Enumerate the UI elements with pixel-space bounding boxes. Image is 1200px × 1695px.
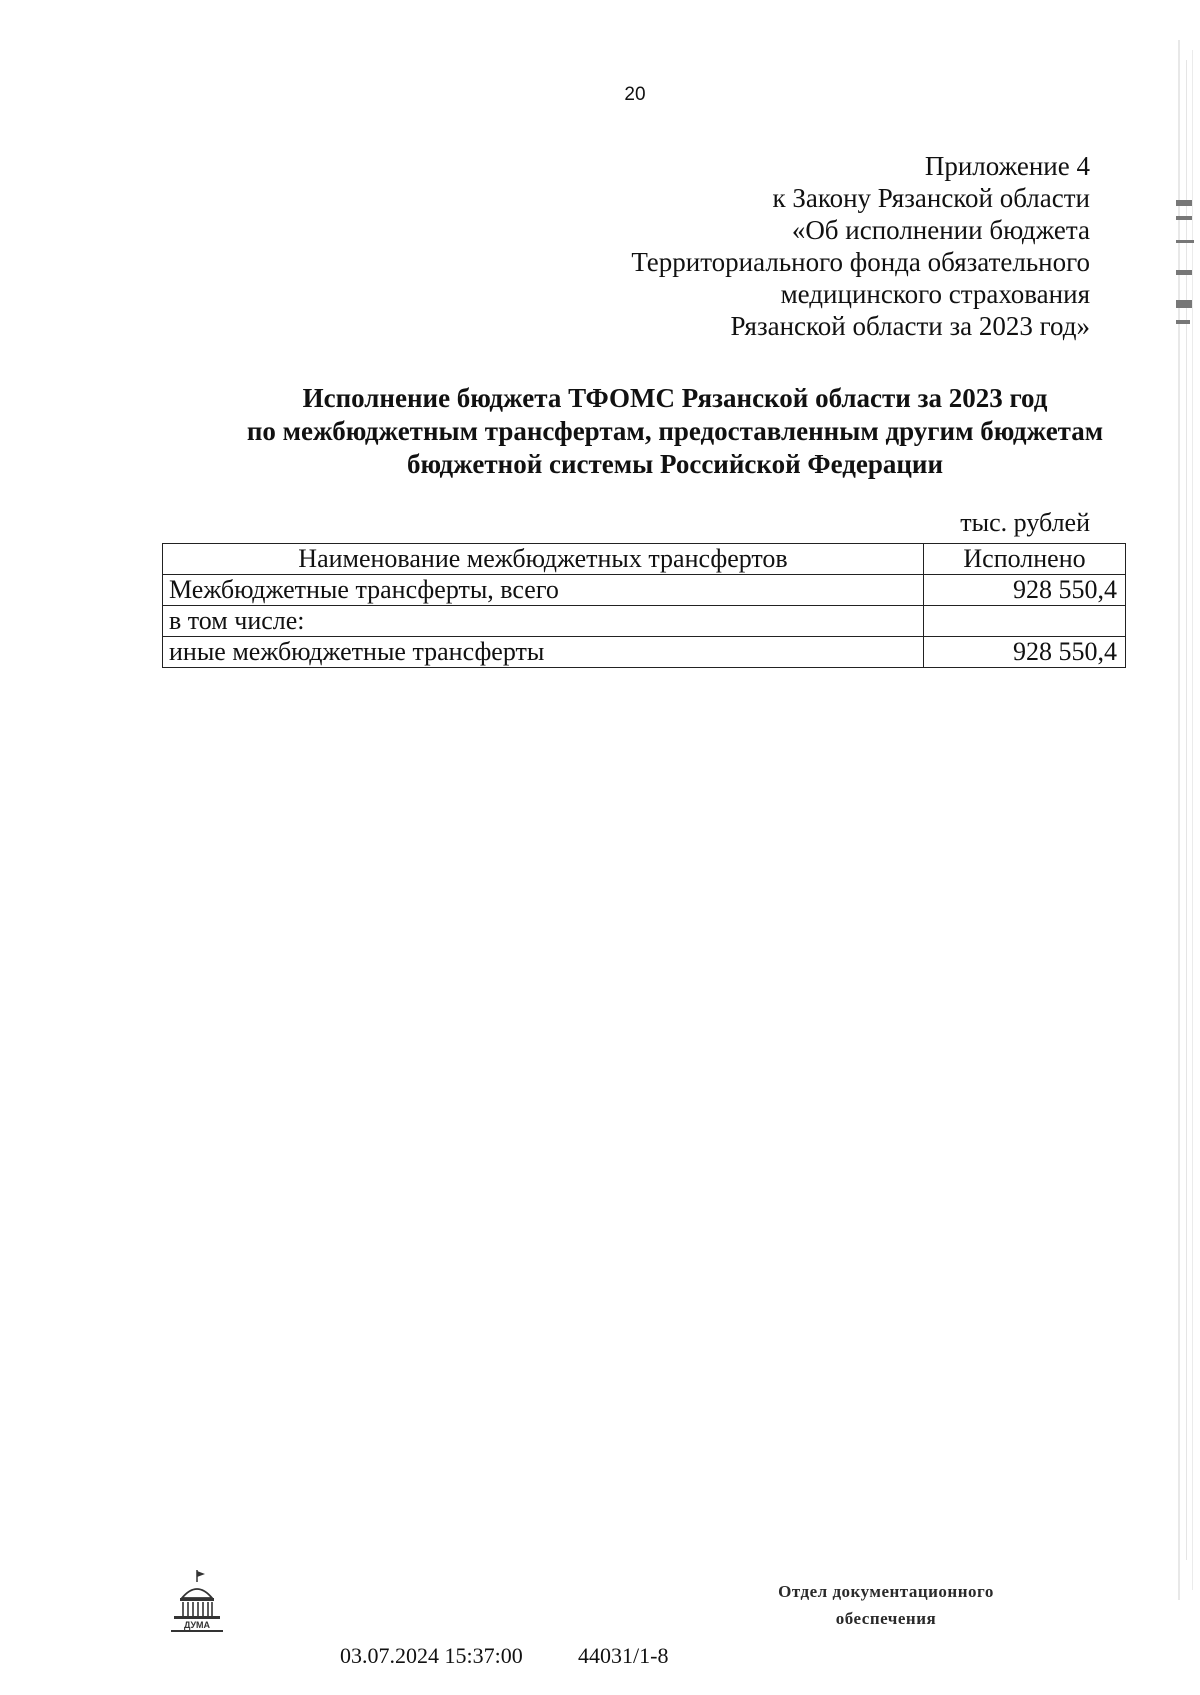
column-header-executed: Исполнено	[924, 544, 1126, 575]
duma-building-emblem-icon	[168, 1568, 226, 1634]
row-value: 928 550,4	[924, 575, 1126, 606]
table-header-row	[163, 544, 1126, 575]
appendix-line: к Закону Рязанской области	[772, 183, 1090, 213]
scan-edge-artifact	[1172, 40, 1200, 1600]
stamp-line: Отдел документационного	[778, 1582, 994, 1601]
appendix-line: Приложение 4	[924, 151, 1090, 181]
row-value: 928 550,4	[924, 637, 1126, 668]
table-row	[163, 575, 1126, 606]
units-label: тыс. рублей	[960, 508, 1090, 537]
appendix-header	[470, 150, 1090, 342]
page-number: 20	[624, 84, 646, 105]
stamp-line: обеспечения	[835, 1609, 937, 1628]
title-line: Исполнение бюджета ТФОМС Рязанской области за 2023 год	[302, 383, 1048, 413]
appendix-line: Территориального фонда обязательного	[631, 247, 1090, 277]
table-row	[163, 637, 1126, 668]
row-name: иные межбюджетные трансферты	[163, 637, 924, 668]
row-name: Межбюджетные трансферты, всего	[163, 575, 924, 606]
column-header-name: Наименование межбюджетных трансфертов	[163, 544, 924, 575]
table-row	[163, 606, 1126, 637]
department-stamp	[736, 1578, 1036, 1632]
title-line: по межбюджетным трансфертам, предоставленным другим бюджетам	[246, 416, 1104, 446]
document-title	[160, 382, 1190, 481]
row-name: в том числе:	[163, 606, 924, 637]
appendix-line: «Об исполнении бюджета	[791, 215, 1090, 245]
transfers-table	[162, 543, 1126, 668]
registration-number: 44031/1-8	[578, 1643, 669, 1668]
appendix-line: Рязанской области за 2023 год»	[730, 311, 1090, 341]
row-value	[924, 606, 1126, 637]
title-line: бюджетной системы Российской Федерации	[406, 449, 944, 479]
appendix-line: медицинского страхования	[780, 279, 1090, 309]
registration-date: 03.07.2024 15:37:00	[340, 1643, 523, 1668]
emblem-text: ДУМА	[183, 1620, 211, 1630]
